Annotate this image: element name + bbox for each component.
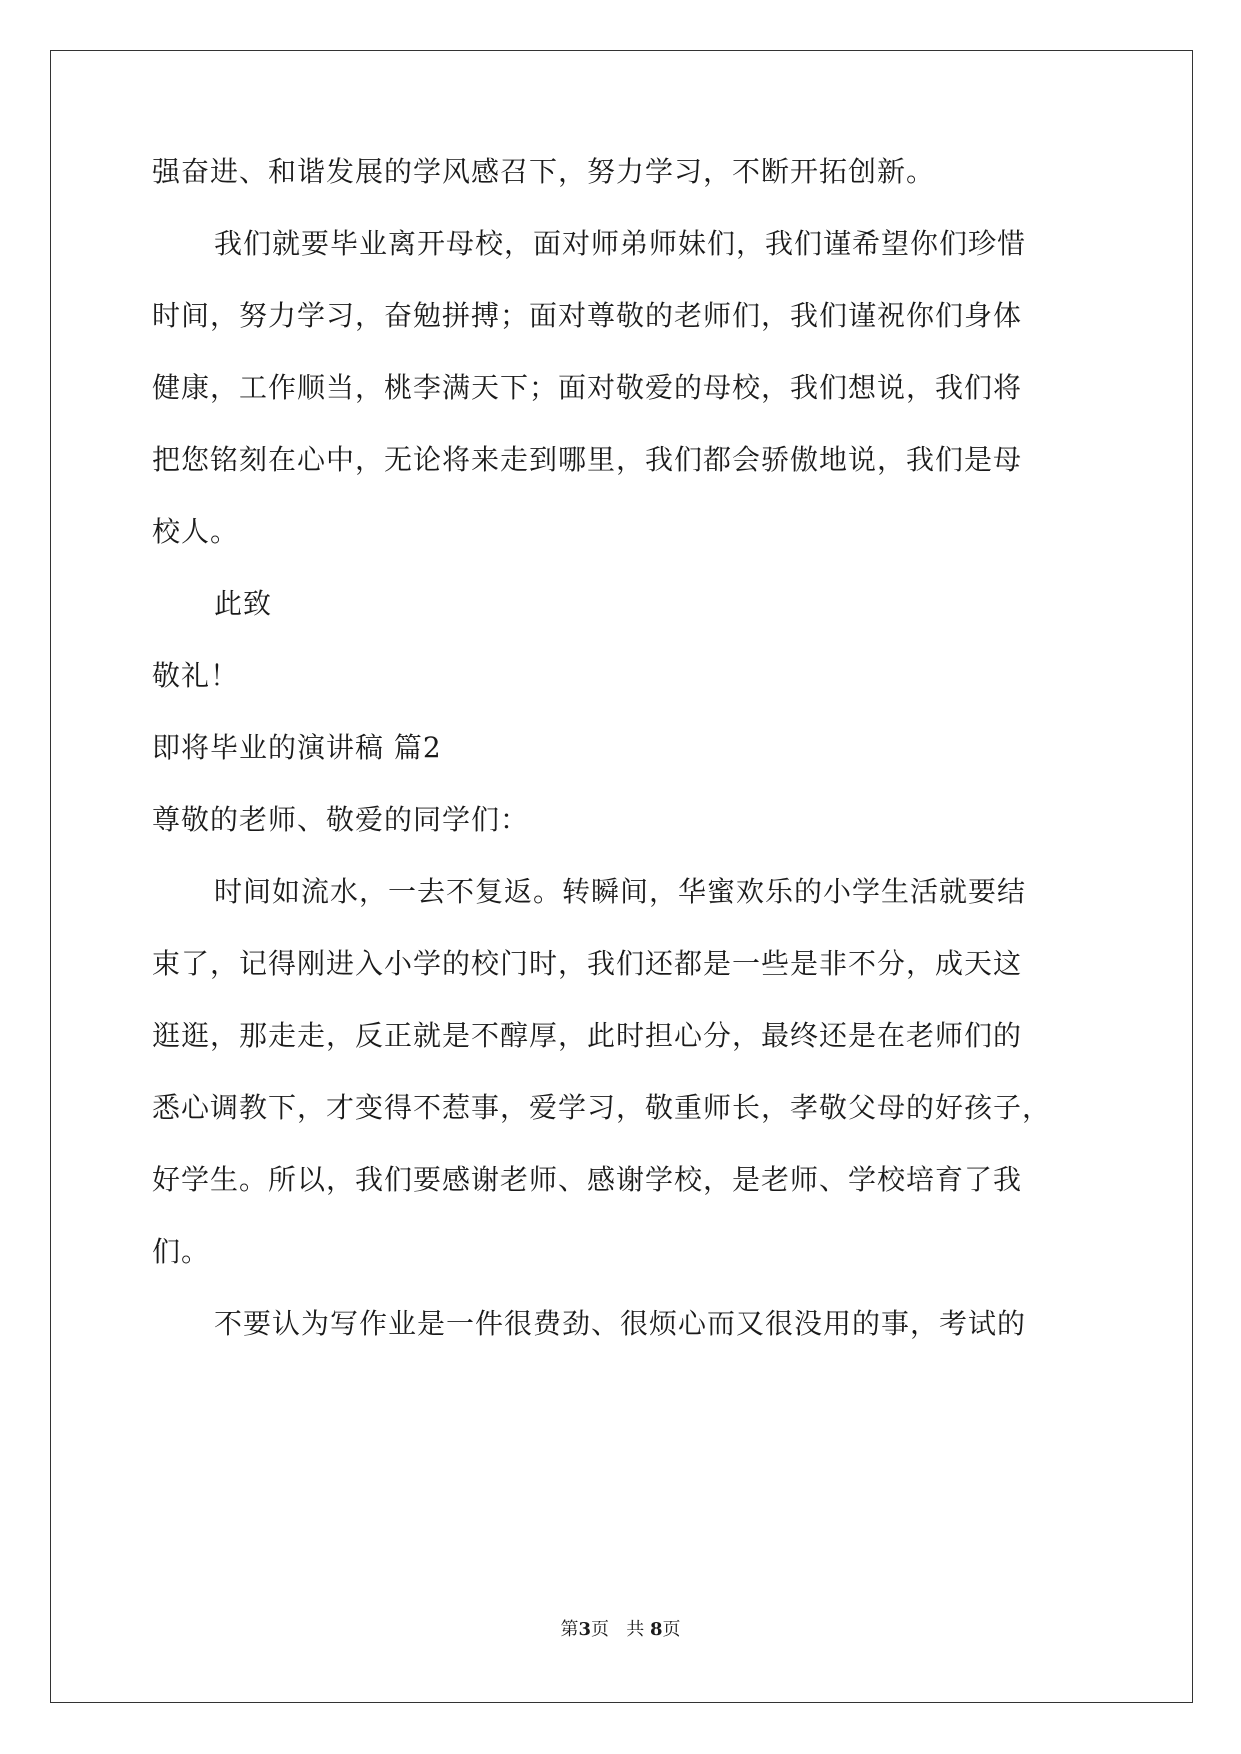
text-line: 时间，努力学习，奋勉拼搏；面对尊敬的老师们，我们谨祝你们身体 xyxy=(152,299,1023,332)
page-footer xyxy=(0,1618,1241,1642)
closing-salutation: 此致 xyxy=(214,587,273,620)
text-line: 束了，记得刚进入小学的校门时，我们还都是一些是非不分，成天这 xyxy=(152,947,1023,980)
text-line: 悉心调教下，才变得不惹事，爱学习，敬重师长，孝敬父母的好孩子， xyxy=(152,1091,1052,1124)
greeting: 尊敬的老师、敬爱的同学们： xyxy=(152,803,530,836)
closing-regards: 敬礼！ xyxy=(152,659,240,692)
footer-prefix: 第 xyxy=(560,1619,579,1640)
text-line: 校人。 xyxy=(152,515,240,548)
footer-total-suffix: 页 xyxy=(662,1619,681,1640)
footer-total-prefix: 共 xyxy=(626,1619,645,1640)
paragraph-start: 不要认为写作业是一件很费劲、很烦心而又很没用的事，考试的 xyxy=(214,1307,1027,1340)
text-line: 健康，工作顺当，桃李满天下；面对敬爱的母校，我们想说，我们将 xyxy=(152,371,1023,404)
text-line: 逛逛，那走走，反正就是不醇厚，此时担心分，最终还是在老师们的 xyxy=(152,1019,1023,1052)
paragraph-start: 时间如流水，一去不复返。转瞬间，华蜜欢乐的小学生活就要结 xyxy=(214,875,1027,908)
footer-page-suffix: 页 xyxy=(591,1619,610,1640)
text-line: 把您铭刻在心中，无论将来走到哪里，我们都会骄傲地说，我们是母 xyxy=(152,443,1023,476)
total-page-count: 8 xyxy=(649,1619,663,1640)
section-title: 即将毕业的演讲稿 篇2 xyxy=(152,731,442,764)
paragraph-start: 我们就要毕业离开母校，面对师弟师妹们，我们谨希望你们珍惜 xyxy=(214,227,1027,260)
text-line: 强奋进、和谐发展的学风感召下，努力学习，不断开拓创新。 xyxy=(152,155,936,188)
current-page-number: 3 xyxy=(578,1619,592,1640)
text-line: 好学生。所以，我们要感谢老师、感谢学校，是老师、学校培育了我 xyxy=(152,1163,1023,1196)
text-line: 们。 xyxy=(152,1235,211,1268)
